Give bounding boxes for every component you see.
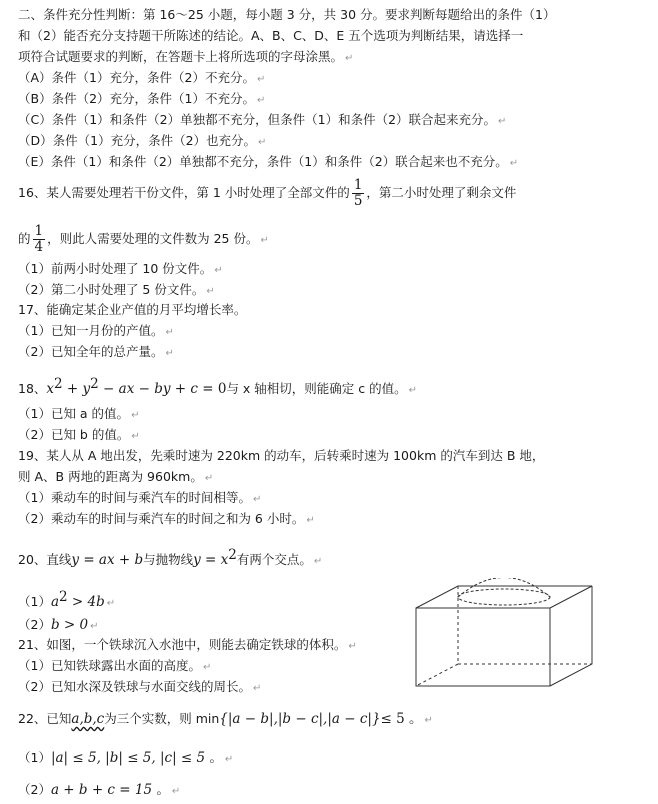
q17-condition-1: （1）已知一月份的产值。 ↵ (18, 323, 174, 338)
q20-condition-2: （2）b > 0 ↵ (18, 617, 99, 633)
q16-stem-line-1: 16、某人需要处理若干份文件，第 1 小时处理了全部文件的 $\frac{1}{5}$ ，第二小时处理了剩余文件 (18, 177, 517, 209)
q20-condition-1: $(1)a^2 > 4b$ ↵ (18, 589, 116, 611)
q17-condition-2: （2）已知全年的总产量。 ↵ (18, 344, 174, 359)
q21-condition-1: （1）已知铁球露出水面的高度。 ↵ (18, 658, 212, 673)
intro-line-3: 项符合试题要求的判断，在答题卡上将所选项的字母涂黑。 ↵ (18, 49, 354, 64)
sphere-dome (458, 578, 550, 597)
q17-stem: 17、能确定某企业产值的月平均增长率。 (18, 302, 247, 317)
q19-stem-line-1: 19、某人从 A 地出发，先乘时速为 220km 的动车，后转乘时速为 100km 的汽车到达 B 地， (18, 448, 545, 463)
fraction-one-quarter: $\frac{1}{4}$ (34, 223, 44, 255)
q21-condition-2: （2）已知水深及铁球与水面交线的周长。 ↵ (18, 679, 262, 694)
option-e: （E）条件（1）和条件（2）单独都不充分，条件（1）和条件（2）联合起来也不充分。 ↵ (18, 154, 519, 169)
intro-line-1: 二、条件充分性判断：第 16～25 小题，每小题 3 分，共 30 分。要求判断每题给出的条件（1） (18, 7, 556, 22)
q22-condition-1: （1）|a| ≤ 5, |b| ≤ 5, |c| ≤ 5 。 ↵ (18, 750, 234, 766)
option-a: （A）条件（1）充分，条件（2）不充分。 ↵ (18, 70, 266, 85)
q18-stem: 18、$x^2 + y^2$ − ax − by + c = 0与 x 轴相切，则能确定 c 的值。 ↵ (18, 376, 417, 398)
fraction-one-fifth: $\frac{1}{5}$ (353, 177, 363, 209)
q21-stem: 21、如图，一个铁球沉入水池中，则能去确定铁球的体积。 ↵ (18, 637, 357, 652)
box-hidden-edges (416, 586, 592, 686)
q16-condition-1: （1）前两小时处理了 10 份文件。 ↵ (18, 261, 223, 276)
q19-condition-1: （1）乘动车的时间与乘汽车的时间相等。 ↵ (18, 490, 262, 505)
option-d: （D）条件（1）充分，条件（2）也充分。 ↵ (18, 133, 267, 148)
q22-stem: 22、已知a,b,c为三个实数，则 min{|a − b|,|b − c|,|a − c|}≤ 5 。 ↵ (18, 711, 433, 727)
option-b: （B）条件（2）充分，条件（1）不充分。 ↵ (18, 91, 266, 106)
q18-condition-2: （2）已知 b 的值。 ↵ (18, 427, 140, 442)
pool-sphere-figure (412, 578, 602, 690)
q22-condition-2: （2）a + b + c = 15 。 ↵ (18, 782, 181, 798)
q16-condition-2: （2）第二小时处理了 5 份文件。 ↵ (18, 282, 215, 297)
q19-condition-2: （2）乘动车的时间与乘汽车的时间之和为 6 小时。 ↵ (18, 511, 315, 526)
option-c: （C）条件（1）和条件（2）单独都不充分，但条件（1）和条件（2）联合起来充分。 ↵ (18, 112, 507, 127)
intro-line-2: 和（2）能否充分支持题干所陈述的结论。A、B、C、D、E 五个选项为判断结果，请选择一 (18, 28, 524, 43)
q16-stem-line-2: 的 $\frac{1}{4}$ ，则此人需要处理的文件数为 25 份。 ↵ (18, 223, 269, 255)
water-intersection-circle (458, 589, 550, 605)
q18-condition-1: （1）已知 a 的值。 ↵ (18, 406, 140, 421)
box-right-face (550, 586, 592, 686)
q20-stem: 20、直线y = ax + b与抛物线$y = x^2$有两个交点。 ↵ (18, 547, 323, 569)
box-front-face (416, 608, 550, 686)
q19-stem-line-2: 则 A、B 两地的距离为 960km。 ↵ (18, 469, 214, 484)
